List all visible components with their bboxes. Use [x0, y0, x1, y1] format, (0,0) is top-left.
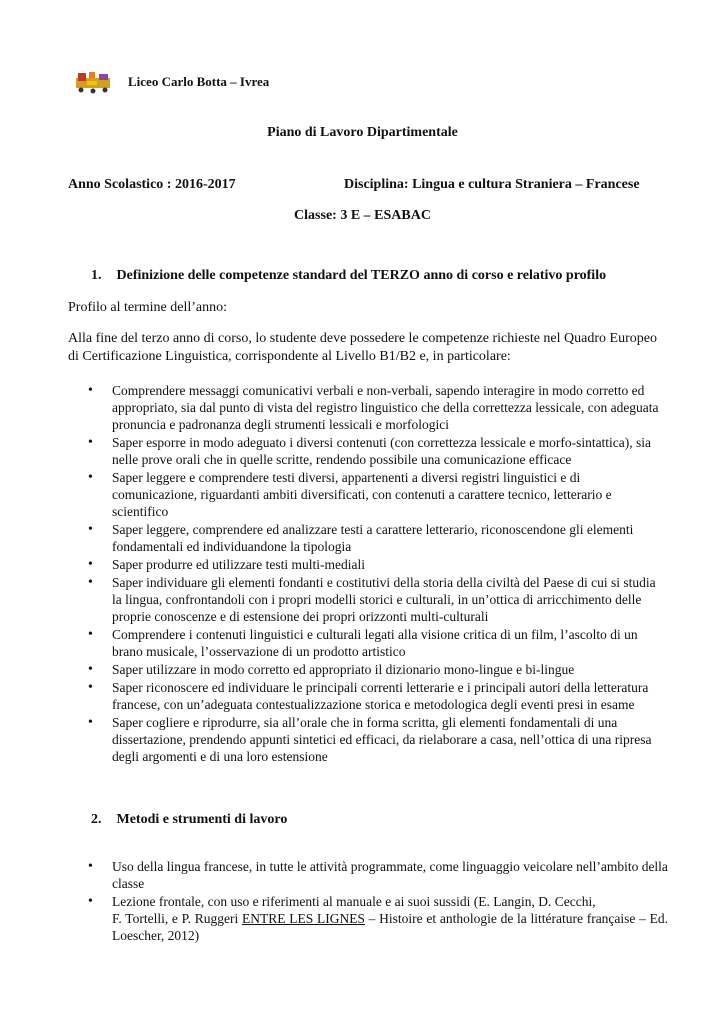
bullet-icon: • — [88, 859, 93, 874]
bullet-icon: • — [88, 680, 93, 695]
list-item: • Saper utilizzare in modo corretto ed appropriato il dizionario mono-lingue e bi-lingue — [88, 662, 575, 677]
school-year: Anno Scolastico : 2016-2017 — [68, 177, 236, 192]
list-item: • Saper esporre in modo adeguato i diversi contenuti (con correttezza lessicale e morfo-sintattica), sia nelle prove orali che in quelle scritte, rendendo possibile una comunicazione efficace — [88, 435, 652, 467]
section-1-number: 1. — [91, 268, 102, 283]
bullet-icon: • — [88, 894, 93, 909]
list-item: • Saper individuare gli elementi fondanti e costitutivi della storia della civiltà del Paese di cui si studia la lingua, confrontandoli con i propri modelli storici e culturali, in un’ottica di arricchimento delle proprie conoscenze e di estensione dei propri orizzonti multi-culturali — [88, 575, 656, 624]
list-item: • Uso della lingua francese, in tutte le attività programmate, come linguaggio veicolare nell’ambito della classe — [88, 859, 668, 891]
list-item: • Saper leggere e comprendere testi diversi, appartenenti a diversi registri linguistici e di comunicazione, riguardanti ambiti diversificati, con contenuti a carattere tecnico, letterario e scientifico — [88, 470, 612, 519]
section-2-number: 2. — [91, 812, 102, 827]
list-item: • Saper riconoscere ed individuare le principali correnti letterarie e i principali autori della letteratura francese, con un’adeguata contestualizzazione storica e metodologica degli eventi presi in esame — [88, 680, 649, 712]
section-2-heading — [91, 812, 287, 828]
bullet-icon: • — [88, 575, 93, 590]
bullet-icon: • — [88, 662, 93, 677]
intro-paragraph: Alla fine del terzo anno di corso, lo studente deve possedere le competenze richieste nel Quadro Europeo di Certificazione Linguistica, corrispondente al Livello B1/B2 e, in particolare: — [68, 331, 657, 364]
school-logo — [75, 70, 113, 94]
subject: Disciplina: Lingua e cultura Straniera – Francese — [344, 177, 640, 192]
bullet-icon: • — [88, 435, 93, 450]
bullet-icon: • — [88, 715, 93, 730]
bullet-icon: • — [88, 557, 93, 572]
list-item: • Lezione frontale, con uso e riferimenti al manuale e ai suoi sussidi (E. Langin, D. Cecchi, F. Tortelli, e P. Ruggeri ENTRE LES LIGNES – Histoire et anthologie de la littérature française – Ed. Loescher, 2012) — [88, 894, 668, 943]
list-item: • Comprendere i contenuti linguistici e culturali legati alla visione critica di un film, l’ascolto di un brano musicale, l’osservazione di un prodotto artistico — [88, 627, 638, 659]
school-name: Liceo Carlo Botta – Ivrea — [128, 74, 270, 89]
section-1-heading — [91, 268, 606, 284]
bullet-icon: • — [88, 522, 93, 537]
section-2-title: Metodi e strumenti di lavoro — [116, 812, 288, 827]
list-item: • Saper cogliere e riprodurre, sia all’orale che in forma scritta, gli elementi fondamentali di una dissertazione, prendendo appunti sintetici ed efficaci, da rielaborare a casa, nell’ottica di una ripresa degli argomenti e di una loro estensione — [88, 715, 652, 764]
list-item: • Comprendere messaggi comunicativi verbali e non-verbali, sapendo interagire in modo corretto ed appropriato, sia dal punto di vista del registro linguistico che della correttezza lessicale, con adeguata pronuncia e padronanza degli strumenti lessicali e morfologici — [88, 383, 659, 432]
list-item: • Saper leggere, comprendere ed analizzare testi a carattere letterario, riconoscendone gli elementi fondamentali ed individuandone la tipologia — [88, 522, 634, 554]
class-label: Classe: 3 E – ESABAC — [294, 208, 431, 223]
section-1-title: Definizione delle competenze standard del TERZO anno di corso e relativo profilo — [116, 268, 607, 283]
competences-list — [88, 382, 668, 766]
profile-label: Profilo al termine dell’anno: — [68, 300, 228, 315]
document-title: Piano di Lavoro Dipartimentale — [267, 125, 458, 140]
list-item: • Saper produrre ed utilizzare testi multi-mediali — [88, 557, 366, 572]
methods-list — [88, 858, 668, 945]
bullet-icon: • — [88, 470, 93, 485]
bullet-icon: • — [88, 627, 93, 642]
book-title: ENTRE LES LIGNES — [242, 911, 365, 926]
bullet-icon: • — [88, 383, 93, 398]
